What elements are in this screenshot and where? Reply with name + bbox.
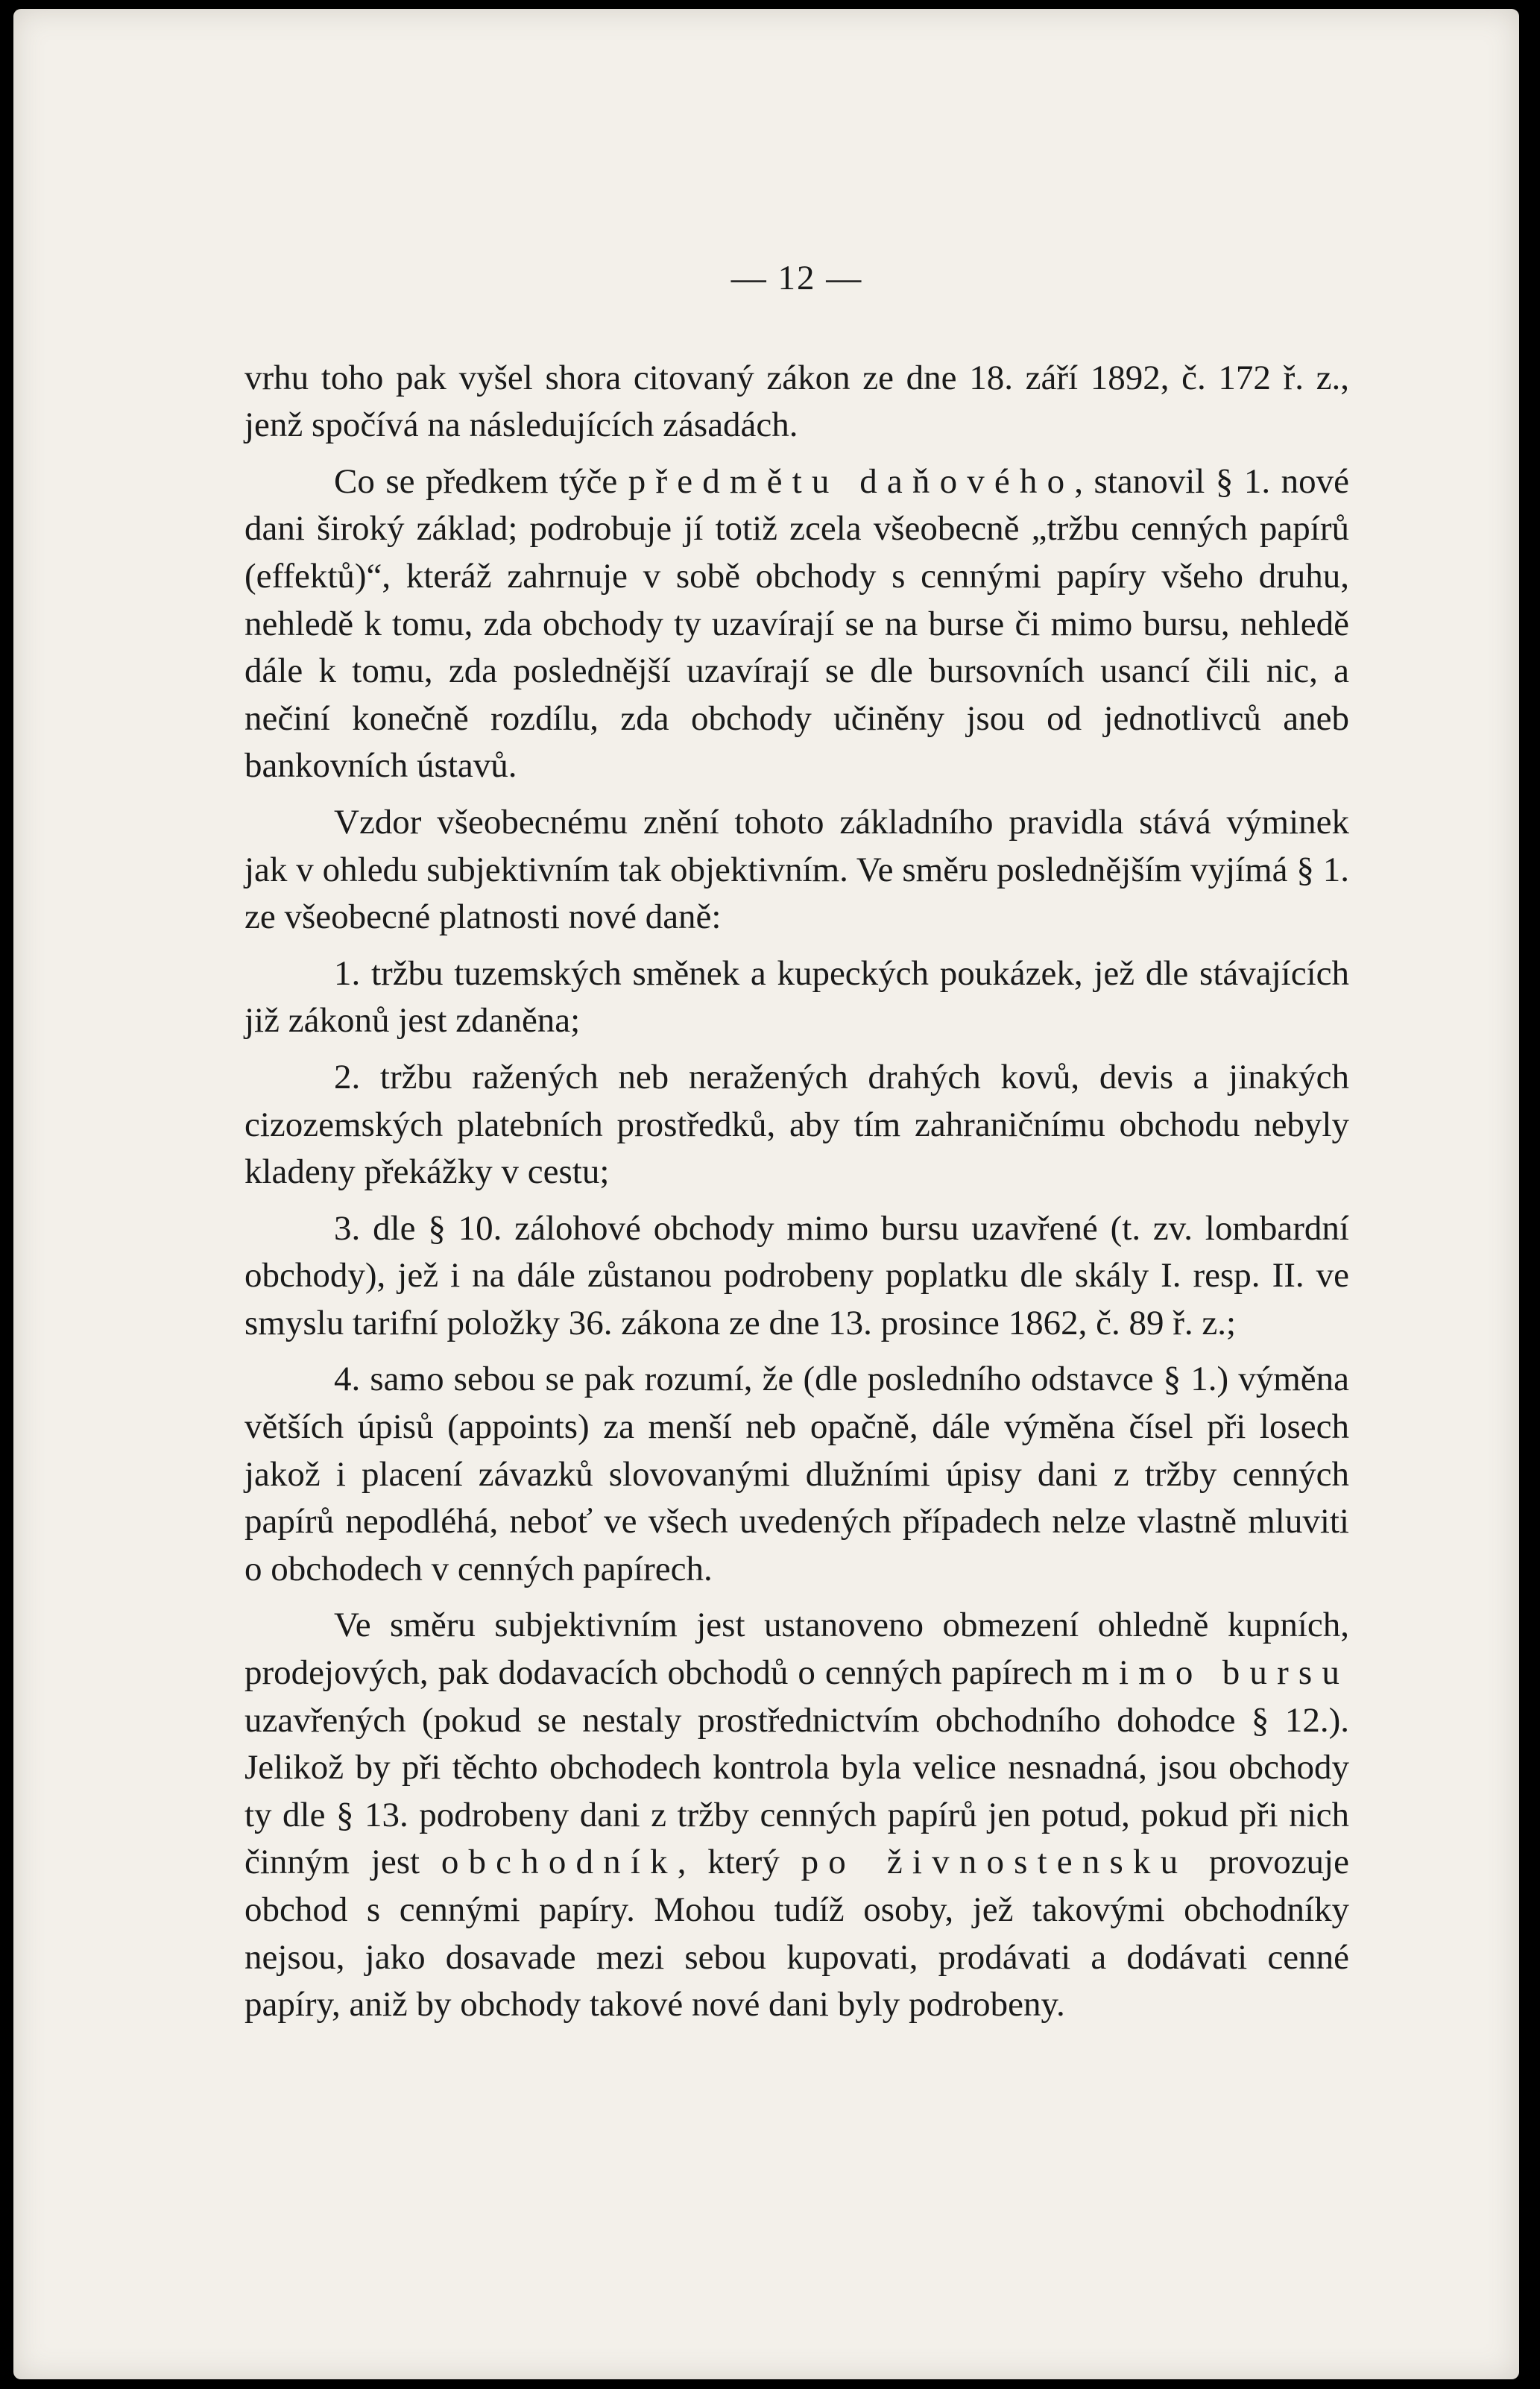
paragraph-3 xyxy=(244,799,1349,941)
paragraph-3-text: Vzdor všeobecnému znění tohoto základního pravidla stává výminek jak v ohledu subjektivním tak objektivním. Ve směru poslednějším vyjímá § 1. ze všeobecné platnosti nové daně: xyxy=(244,802,1349,937)
paragraph-6 xyxy=(244,1205,1349,1348)
paragraph-1-text: vrhu toho pak vyšel shora citovaný zákon ze dne 18. září 1892, č. 172 ř. z., jenž spočívá na následujících zásadách. xyxy=(244,358,1349,445)
paragraph-5-text: 2. tržbu ražených neb neražených drahých kovů, devis a jinakých cizozemských platebních prostředků, aby tím zahraničnímu obchodu nebyly kladeny překážky v cestu; xyxy=(244,1057,1349,1192)
paragraph-8-text-a: Ve směru subjektivním jest ustanoveno obmezení ohledně kupních, prodejových, pak dodavacích obchodů o cenných papírech xyxy=(244,1606,1349,1693)
paragraph-2-text-a: Co se předkem týče xyxy=(334,461,628,501)
scanned-page xyxy=(13,9,1519,2379)
paragraph-8-text-c: , který xyxy=(677,1843,801,1882)
paragraph-4 xyxy=(244,950,1349,1045)
paragraph-1 xyxy=(244,355,1349,449)
paragraph-8 xyxy=(244,1602,1349,2028)
paragraph-5 xyxy=(244,1054,1349,1196)
spaced-term-predmet-danoveho: předmětu daňového xyxy=(628,461,1075,501)
page-number: — 12 — xyxy=(730,259,863,297)
paragraph-6-text: 3. dle § 10. zálohové obchody mimo bursu uzavřené (t. zv. lombardní obchody), jež i na dále zůstanou podrobeny poplatku dle skály I. resp. II. ve smyslu tarifní položky 36. zákona ze dne 13. prosince 1862, č. 89 ř. z.; xyxy=(244,1208,1349,1342)
paragraph-8-text-d: provozuje obchod s cennými papíry. Mohou tudíž osoby, jež takovými obchodníky nejsou, jako dosavade mezi sebou kupovati, prodávati a dodávati cenné papíry, aniž by obchody takové nové dani byly podrobeny. xyxy=(244,1843,1349,2025)
paragraph-7-text: 4. samo sebou se pak rozumí, že (dle posledního odstavce § 1.) výměna větších úpisů (appoints) za menší neb opačně, dále výměna čísel při losech jakož i placení závazků slovovanými dlužními úpisy dani z tržby cenných papírů nepodléhá, neboť ve všech uvedených případech nelze vlastně mluviti o obchodech v cenných papírech. xyxy=(244,1360,1349,1588)
spaced-term-mimo-bursu: mimo bursu xyxy=(1082,1653,1349,1693)
paragraph-7 xyxy=(244,1356,1349,1593)
paragraph-8-text-b: uzavřených (pokud se nestaly prostřednictvím obchodního dohodce § 12.). Jelikož by při těchto obchodech kontrola byla velice nesnadná, jsou obchody ty dle § 13. podrobeny dani z tržby cenných papírů jen potud, pokud při nich činným jest xyxy=(244,1700,1349,1882)
text-block xyxy=(244,255,1349,2038)
paragraph-4-text: 1. tržbu tuzemských směnek a kupeckých poukázek, jež dle stávajících již zákonů jest zdaněna; xyxy=(244,953,1349,1041)
spaced-term-obchodnik: obchodník xyxy=(441,1843,678,1882)
paragraph-2 xyxy=(244,458,1349,790)
paragraph-2-text-b: , stanovil § 1. nové dani široký základ; podrobuje jí totiž zcela všeobecně „tržbu cenných papírů (effektů)“, kteráž zahrnuje v sobě obchody s cennými papíry všeho druhu, nehledě k tomu, zda obchody ty uzavírají se na burse či mimo bursu, nehledě dále k tomu, zda poslednější uzavírají se dle bursovních usancí čili nic, a nečiní konečně rozdílu, zda obchody učiněny jsou od jednotlivců aneb bankovních ústavů. xyxy=(244,461,1349,786)
spaced-term-po-zivnostensku: po živnostensku xyxy=(801,1843,1188,1882)
